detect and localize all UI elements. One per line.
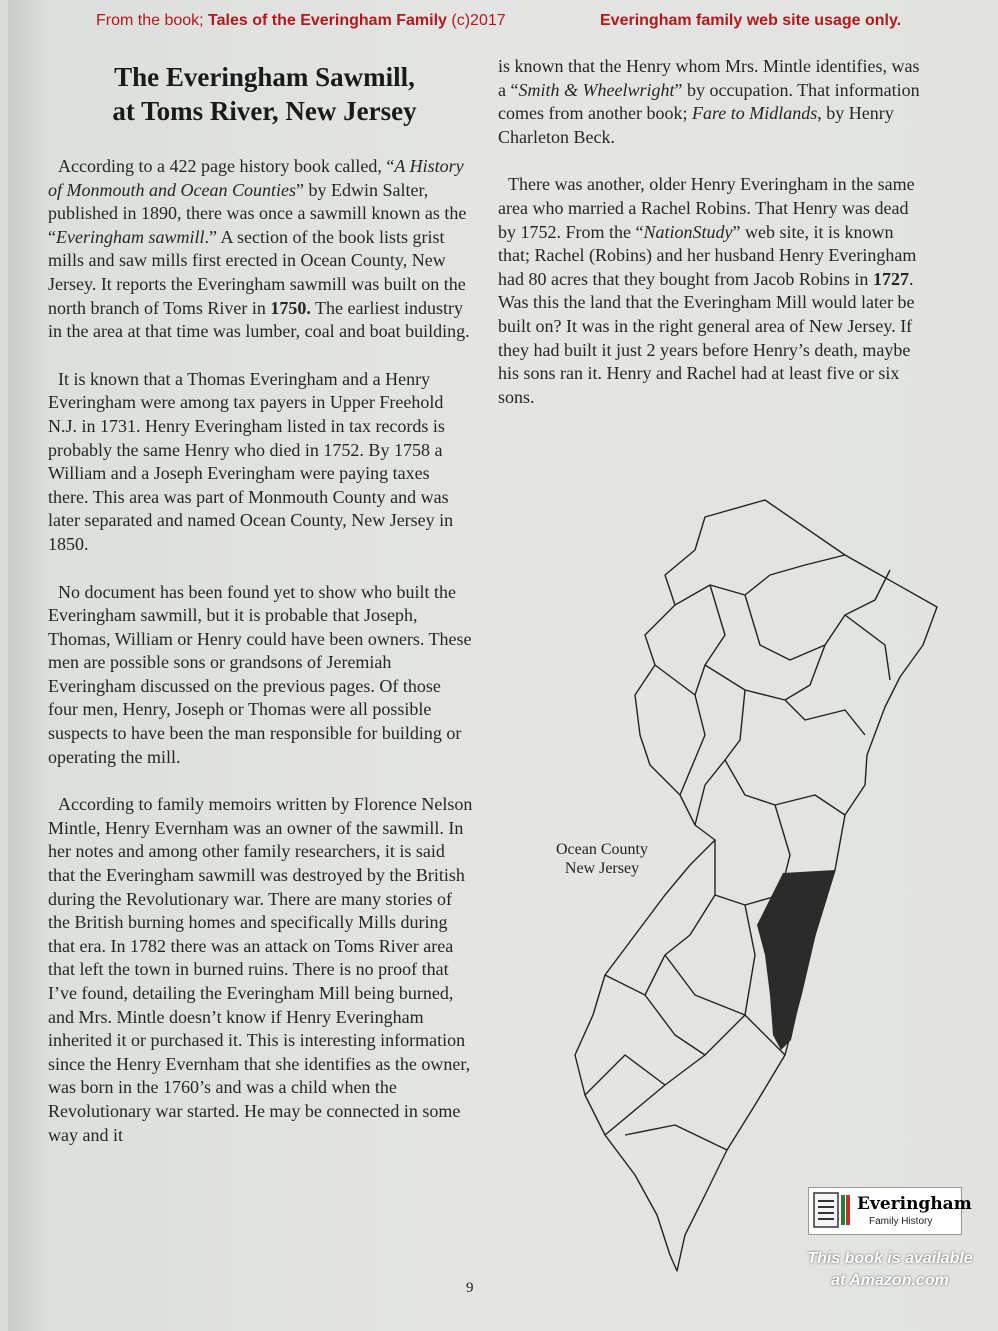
left-column xyxy=(48,155,473,1171)
paragraph-4: According to family memoirs written by Florence Nelson Mintle, Henry Evernham was an owner of the sawmill. In her notes and among other family researchers, it is said that the Everingham sawmill was destroyed by the British during the Revolutionary war. There are many stories of the British burning homes and specifically Mills during that era. In 1782 there was an attack on Toms River area that left the town in burned ruins. There is no proof that I’ve found, detailing the Everingham Mill being burned, and Mrs. Mintle doesn’t know if Henry Everingham inherited it or purchased it. This is interesting information since the Henry Evernham that she identifies as the owner, was born in the 1760’s and was a child when the Revolutionary war started. He may be connected in some way and it xyxy=(48,794,473,1145)
paragraph-2: It is known that a Thomas Everingham and a Henry Everingham were among tax payers in Upper Freehold N.J. in 1731. Henry Everingham listed in tax records is probably the same Henry who died in 1752. By 1758 a William and a Joseph Everingham were paying taxes there. This area was part of Monmouth County and was later separated and named Ocean County, New Jersey in 1850. xyxy=(48,368,454,554)
availability-note: This book is available at Amazon.com xyxy=(807,1250,973,1289)
logo-subtitle: Family History xyxy=(869,1216,933,1227)
paragraph-5: is known that the Henry whom Mrs. Mintle identifies, was a “Smith & Wheelwright” by occupation. That information comes from another book; Fare to Midlands, by Henry Charleton Beck. xyxy=(498,56,920,147)
watermark-usage: Everingham family web site usage only. xyxy=(600,12,902,29)
new-jersey-map xyxy=(545,495,945,1275)
family-history-logo xyxy=(808,1187,972,1235)
watermark-source: From the book; Tales of the Everingham Family (c)2017 xyxy=(96,12,506,29)
state-outline xyxy=(575,500,937,1271)
paragraph-3: No document has been found yet to show who built the Everingham sawmill, but it is probable that Joseph, Thomas, William or Henry could have been owners. These men are possible sons or grandsons of Jeremiah Everingham discussed on the previous pages. Of those four men, Henry, Joseph or Thomas were all possible suspects to have been the man responsible for building or operating the mill. xyxy=(48,581,472,767)
logo-title: Everingham xyxy=(857,1194,972,1214)
paragraph-1: According to a 422 page history book called, “A History of Monmouth and Ocean Counties” by Edwin Salter, published in 1890, there was once a sawmill known as the “Everingham sawmill.” A section of the book lists grist mills and saw mills first erected in Ocean County, New Jersey. It reports the Everingham sawmill was built on the north branch of Toms River in 1750. The earliest industry in the area at that time was lumber, coal and boat building. xyxy=(48,156,470,342)
page-title: The Everingham Sawmill, at Toms River, New Jersey xyxy=(112,62,417,126)
paragraph-6: There was another, older Henry Everingham in the same area who married a Rachel Robins. That Henry was dead by 1752. From the “NationStudy” web site, it is known that; Rachel (Robins) and her husband Henry Everingham had 80 acres that they bought from Jacob Robins in 1727. Was this the land that the Everingham Mill would later be built on? It was in the right general area of New Jersey. If they had built it just 2 years before Henry’s death, maybe his sons ran it. Henry and Rachel had at least five or six sons. xyxy=(498,174,917,407)
page-number: 9 xyxy=(466,1280,474,1296)
book-icon xyxy=(811,1189,855,1233)
map-label: Ocean County New Jersey xyxy=(556,841,648,877)
right-column xyxy=(498,55,928,433)
ocean-county-highlight xyxy=(757,870,835,1050)
